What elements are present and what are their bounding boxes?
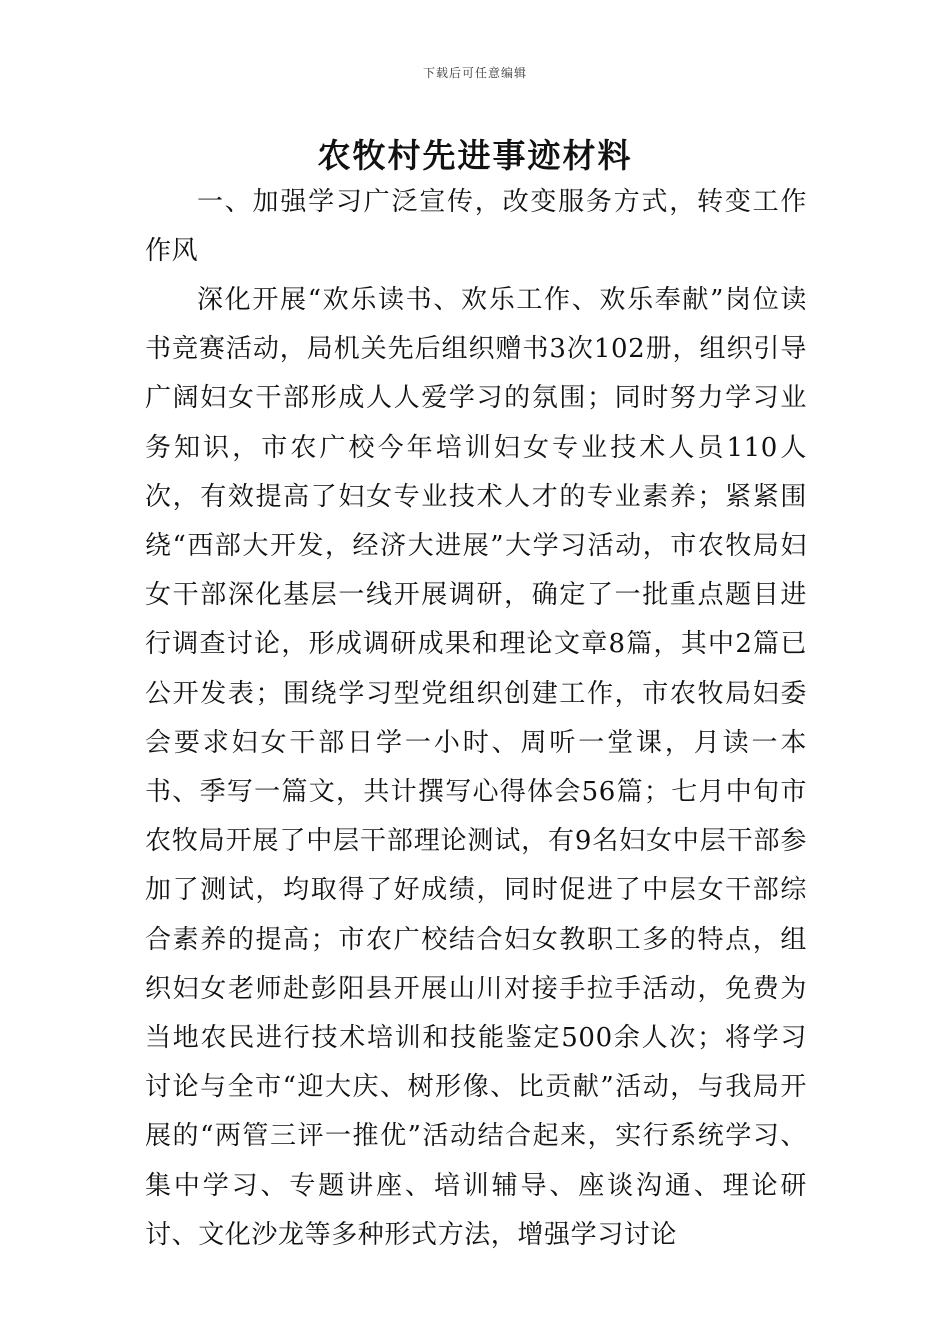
section-heading: 一、加强学习广泛宣传，改变服务方式，转变工作作风 xyxy=(145,187,807,267)
document-title: 农牧村先进事迹材料 xyxy=(317,136,633,175)
body-paragraph: 深化开展“欢乐读书、欢乐工作、欢乐奉献”岗位读书竞赛活动，局机关先后组织赠书3次102册，组织引导广阔妇女干部形成人人爱学习的氛围；同时努力学习业务知识，市农广校今年培训妇女专业技术人员110人次，有效提高了妇女专业技术人才的专业素养；紧紧围绕“西部大开发，经济大进展”大学习活动，市农牧局妇女干部深化基层一线开展调研，确定了一批重点题目进行调查讨论，形成调研成果和理论文章8篇，其中2篇已公开发表；围绕学习型党组织创建工作，市农牧局妇委会要求妇女干部日学一小时、周听一堂课，月读一本书、季写一篇文，共计撰写心得体会56篇；七月中旬市农牧局开展了中层干部理论测试，有9名妇女中层干部参加了测试，均取得了好成绩，同时促进了中层女干部综合素养的提高；市农广校结合妇女教职工多的特点，组织妇女老师赴彭阳县开展山川对接手拉手活动，免费为当地农民进行技术培训和技能鉴定500余人次；将学习讨论与全市“迎大庆、树形像、比贡献”活动，与我局开展的“两管三评一推优”活动结合起来，实行系统学习、集中学习、专题讲座、培训辅导、座谈沟通、理论研讨、文化沙龙等多种形式方法，增强学习讨论 xyxy=(145,285,807,1250)
page-header-note: 下载后可任意编辑 xyxy=(422,66,527,80)
